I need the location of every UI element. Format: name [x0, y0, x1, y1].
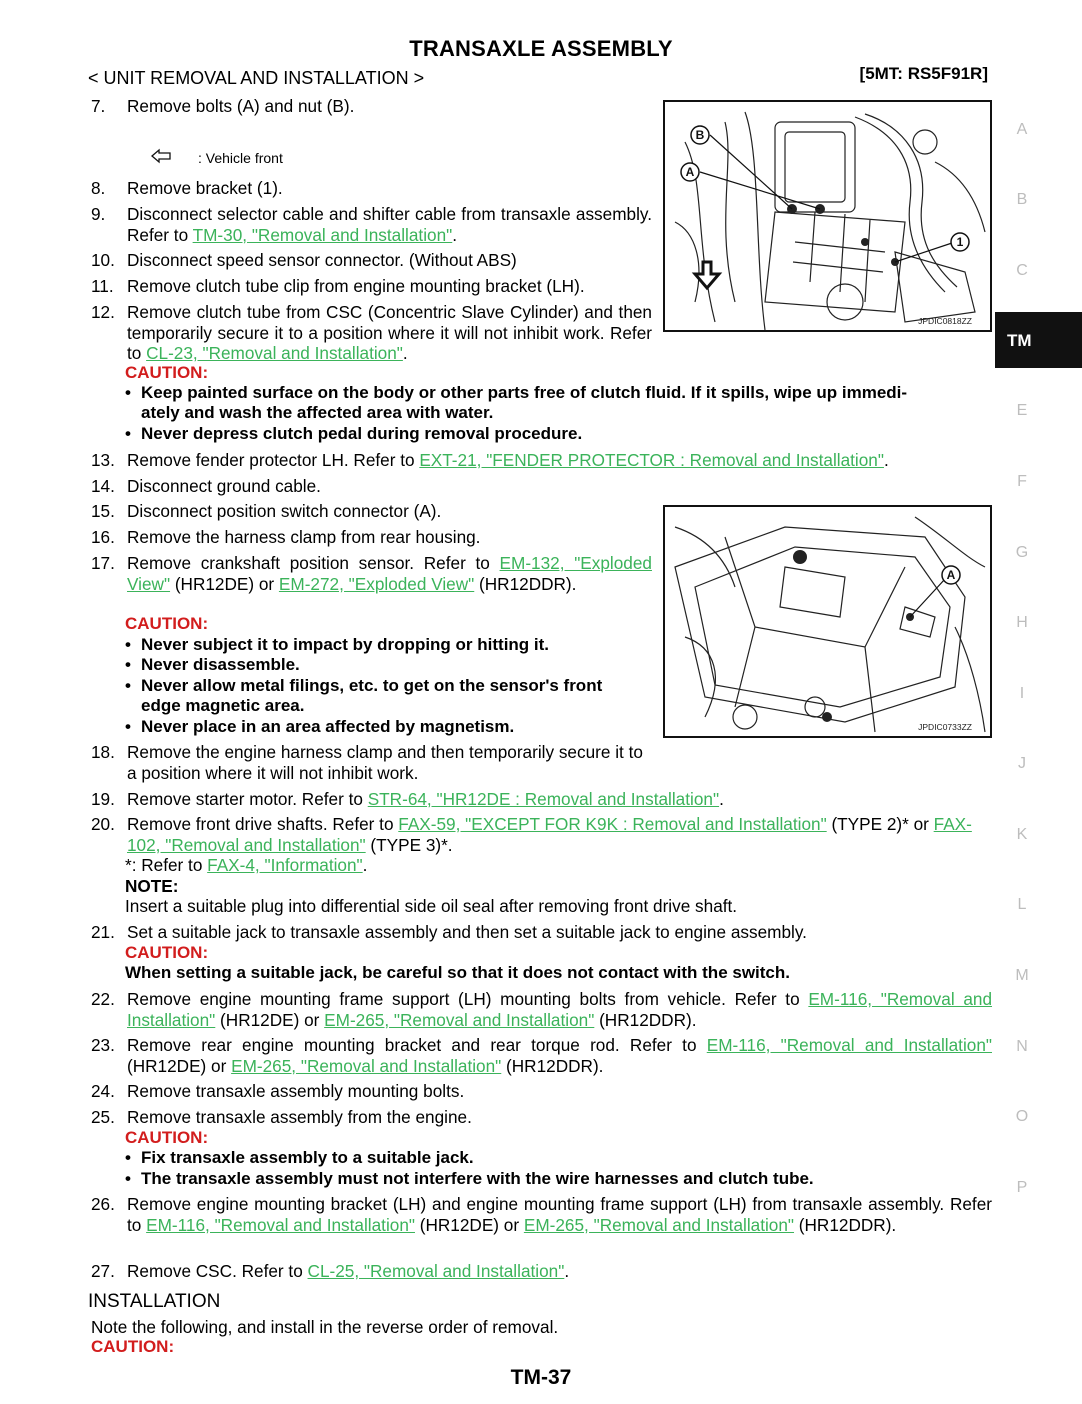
caution-label: CAUTION:	[125, 614, 209, 633]
callout-1: 1	[956, 235, 964, 249]
step-text: Remove the harness clamp from rear housing.	[127, 527, 481, 547]
sidebar-letter-b[interactable]: B	[1016, 191, 1028, 208]
page-title: TRANSAXLE ASSEMBLY	[409, 36, 673, 61]
caution-label: CAUTION:	[125, 943, 209, 962]
caution-label: CAUTION:	[125, 1128, 209, 1147]
figure-position-switch	[663, 505, 992, 738]
cross-reference-link[interactable]: TM-30, "Removal and Installation"	[192, 224, 453, 245]
sidebar-letter-i[interactable]: I	[1019, 685, 1025, 702]
sidebar-letter-p[interactable]: P	[1016, 1179, 1028, 1196]
cross-reference-link[interactable]: EM-116, "Removal and Installation"	[146, 1214, 415, 1235]
cross-reference-link[interactable]: CL-23, "Removal and Installation"	[146, 343, 403, 364]
cross-reference-link[interactable]: EM-265, "Removal and Installation"	[231, 1055, 502, 1076]
callout-b: B	[695, 128, 705, 142]
step-number: 17.	[91, 553, 115, 573]
step-number: 27.	[91, 1261, 115, 1281]
step-text: Disconnect ground cable.	[127, 476, 321, 496]
step-number: 18.	[91, 742, 115, 762]
step-text: Remove clutch tube from CSC (Concentric Slave Cylinder) and then temporarily secure it to a position where it will not inhibit work. Refer to CL-23, "Removal and Installation".	[127, 302, 652, 364]
step-number: 12.	[91, 302, 115, 322]
cross-reference-link[interactable]: STR-64, "HR12DE : Removal and Installation"	[367, 789, 720, 809]
step-text: Disconnect position switch connector (A).	[127, 501, 442, 521]
model-code: [5MT: RS5F91R]	[859, 64, 988, 83]
sidebar-letter-f[interactable]: F	[1017, 473, 1027, 490]
cross-reference-link[interactable]: EM-116, "Removal and Installation"	[127, 989, 993, 1030]
cross-reference-link[interactable]: EM-265, "Removal and Installation"	[523, 1214, 795, 1235]
footnote: *: Refer to FAX-4, "Information".	[125, 855, 368, 875]
step-text: Set a suitable jack to transaxle assembly and then set a suitable jack to engine assembly.	[127, 922, 807, 942]
step-text: Remove clutch tube clip from engine mounting bracket (LH).	[127, 276, 585, 296]
step-text: Remove the engine harness clamp and then temporarily secure it to a position where it will not inhibit work.	[127, 742, 643, 783]
sidebar-letter-m[interactable]: M	[1015, 967, 1029, 984]
note-text: Insert a suitable plug into differential side oil seal after removing front drive shaft.	[125, 896, 738, 916]
cross-reference-link[interactable]: EXT-21, "FENDER PROTECTOR : Removal and Installation"	[419, 450, 884, 470]
figure-code: JPDIC0733ZZ	[918, 722, 972, 732]
caution-label: CAUTION:	[125, 363, 209, 382]
step-number: 9.	[91, 204, 106, 224]
step-text: Remove fender protector LH. Refer to EXT-21, "FENDER PROTECTOR : Removal and Installation".	[127, 450, 889, 470]
step-text: Remove rear engine mounting bracket and rear torque rod. Refer to EM-116, "Removal and Installation" (HR12DE) or EM-265, "Removal and Installation" (HR12DDR).	[127, 1035, 992, 1076]
sidebar-letter-o[interactable]: O	[1015, 1108, 1029, 1125]
caution-label: CAUTION:	[91, 1337, 175, 1356]
sidebar-letter-g[interactable]: G	[1015, 544, 1029, 561]
sidebar-tab-tm[interactable]: TM	[995, 312, 1082, 368]
vehicle-front-arrow-icon	[150, 148, 172, 164]
step-number: 26.	[91, 1194, 115, 1214]
section-breadcrumb: < UNIT REMOVAL AND INSTALLATION >	[88, 68, 425, 88]
sidebar-letter-n[interactable]: N	[1016, 1038, 1028, 1055]
step-text: Remove CSC. Refer to CL-25, "Removal and Installation".	[127, 1261, 570, 1281]
step-text: Disconnect speed sensor connector. (Without ABS)	[127, 250, 517, 270]
caution-text: When setting a suitable jack, be careful so that it does not contact with the switch.	[125, 963, 790, 982]
step-number: 15.	[91, 501, 115, 521]
step-text: Remove front drive shafts. Refer to FAX-59, "EXCEPT FOR K9K : Removal and Installation" (TYPE 2)* or FAX-102, "Removal and Installation" (TYPE 3)*.	[127, 814, 972, 855]
callout-a: A	[946, 568, 956, 582]
step-number: 23.	[91, 1035, 115, 1055]
installation-text: Note the following, and install in the reverse order of removal.	[91, 1317, 559, 1337]
cross-reference-link[interactable]: EM-265, "Removal and Installation"	[324, 1009, 595, 1030]
step-text: Remove transaxle assembly mounting bolts.	[127, 1081, 465, 1101]
step-number: 11.	[91, 276, 114, 296]
cross-reference-link[interactable]: EM-272, "Exploded View"	[278, 573, 475, 594]
step-number: 7.	[91, 96, 106, 116]
step-number: 14.	[91, 476, 115, 496]
cross-reference-link[interactable]: EM-132, "Exploded View"	[127, 553, 652, 594]
step-number: 10.	[91, 250, 115, 270]
sidebar-letter-l[interactable]: L	[1017, 896, 1027, 913]
cross-reference-link[interactable]: EM-116, "Removal and Installation"	[706, 1035, 992, 1055]
cross-reference-link[interactable]: CL-25, "Removal and Installation"	[307, 1261, 565, 1281]
step-number: 16.	[91, 527, 115, 547]
step-text: Remove transaxle assembly from the engine.	[127, 1107, 472, 1127]
sidebar-letter-c[interactable]: C	[1016, 262, 1028, 279]
step-number: 8.	[91, 178, 106, 198]
step-number: 13.	[91, 450, 115, 470]
callout-a: A	[685, 165, 695, 179]
cross-reference-link[interactable]: FAX-59, "EXCEPT FOR K9K : Removal and Installation"	[398, 814, 827, 834]
sidebar-letter-j[interactable]: J	[1018, 755, 1026, 772]
step-number: 20.	[91, 814, 115, 834]
manual-page: TRANSAXLE ASSEMBLY < UNIT REMOVAL AND INSTALLATION > [5MT: RS5F91R] A B C TM E F G H I J K L M N O P B A 1 JPDIC0818ZZ A JPDIC0733ZZ 7. Remove bolts (A) and nut (B). : Vehicle front 8. Remove bracket (1). 9. Disconnect selector cable and shifter cable from transaxle assembly. Refer to TM-30, "Removal and Installation". 10. Disconnect speed sensor connector. (Without ABS) 11. Remove clutch tube clip from engine mounting bracket (LH). 12. Remove clutch tube from CSC (Concentric Slave Cylinder) and then temporarily secure it to a position where it will not inhibit work. Refer to CL-23, "Removal and Installation". CAUTION: • Keep painted surface on the body or other parts free of clutch fluid. If it spills, wipe up immedi- ately and wash the affected area with water. • Never depress clutch pedal during removal procedure. 13. Remove fender protector LH. Refer to EXT-21, "FENDER PROTECTOR : Removal and Installation". 14. Disconnect ground cable. 15. Disconnect position switch connector (A). 16. Remove the harness clamp from rear housing. 17. Remove crankshaft position sensor. Refer to EM-132, "Exploded View" (HR12DE) or EM-272, "Exploded View" (HR12DDR). CAUTION: • Never subject it to impact by dropping or hitting it. • Never disassemble. • Never allow metal filings, etc. to get on the sensor's front edge magnetic area. • Never place in an area affected by magnetism. 18. Remove the engine harness clamp and then temporarily secure it to a position where it will not inhibit work. 19. Remove starter motor. Refer to STR-64, "HR12DE : Removal and Installation". 20. Remove front drive shafts. Refer to FAX-59, "EXCEPT FOR K9K : Removal and Installation" (TYPE 2)* or FAX-102, "Removal and Installation" (TYPE 3)*. *: Refer to FAX-4, "Information". NOTE: Insert a suitable plug into differential side oil seal after removing front drive shaft. 21. Set a suitable jack to transaxle assembly and then set a suitable jack to engine assembly. CAUTION: When setting a suitable jack, be careful so that it does not contact with the switch. 22. Remove engine mounting frame support (LH) mounting bolts from vehicle. Refer to EM-116, "Removal and Installation" (HR12DE) or EM-265, "Removal and Installation" (HR12DDR). 23. Remove rear engine mounting bracket and rear torque rod. Refer to EM-116, "Removal and Installation" (HR12DE) or EM-265, "Removal and Installation" (HR12DDR). 24. Remove transaxle assembly mounting bolts. 25. Remove transaxle assembly from the engine. CAUTION: • Fix transaxle assembly to a suitable jack. • The transaxle assembly must not interfere with the wire harnesses and clutch tube. 26. Remove engine mounting bracket (LH) and engine mounting frame support (LH) from transaxle assembly. Refer to EM-116, "Removal and Installation" (HR12DE) or EM-265, "Removal and Installation" (HR12DDR). 27. Remove CSC. Refer to CL-25, "Removal and Installation". INSTALLATION Note the following, and install in the reverse order of removal. CAUTION: TM-37	[0, 0, 1082, 1404]
cross-reference-link[interactable]: FAX-4, "Information"	[207, 855, 363, 875]
engine-bay-illustration	[665, 102, 992, 332]
step-text: Remove crankshaft position sensor. Refer to EM-132, "Exploded View" (HR12DE) or EM-272, "Exploded View" (HR12DDR).	[127, 553, 652, 594]
sidebar-letter-h[interactable]: H	[1016, 614, 1028, 631]
step-text: Remove engine mounting frame support (LH) mounting bolts from vehicle. Refer to EM-116, "Removal and Installation" (HR12DE) or EM-265, "Removal and Installation" (HR12DDR).	[127, 989, 993, 1030]
step-text: Remove bolts (A) and nut (B).	[127, 96, 355, 116]
sidebar-letter-a[interactable]: A	[1016, 121, 1028, 138]
transaxle-illustration	[665, 507, 992, 738]
page-number: TM-37	[510, 1366, 572, 1389]
cross-reference-link[interactable]: FAX-102, "Removal and Installation"	[127, 814, 972, 855]
sidebar-letter-k[interactable]: K	[1016, 826, 1028, 843]
step-text: Remove bracket (1).	[127, 178, 283, 198]
step-number: 22.	[91, 989, 115, 1009]
step-number: 21.	[91, 922, 115, 942]
sidebar-letter-e[interactable]: E	[1016, 402, 1028, 419]
step-number: 19.	[91, 789, 115, 809]
note-label: NOTE:	[125, 876, 179, 896]
legend-label: : Vehicle front	[198, 150, 283, 166]
figure-bracket-removal	[663, 100, 992, 332]
figure-code: JPDIC0818ZZ	[918, 316, 972, 326]
step-text: Remove engine mounting bracket (LH) and engine mounting frame support (LH) from transaxle assembly. Refer to EM-116, "Removal and Installation" (HR12DE) or EM-265, "Removal and Installation" (HR12DDR).	[127, 1194, 992, 1235]
installation-heading: INSTALLATION	[88, 1291, 221, 1312]
step-number: 25.	[91, 1107, 115, 1127]
step-text: Remove starter motor. Refer to STR-64, "HR12DE : Removal and Installation".	[127, 789, 724, 809]
step-text: Disconnect selector cable and shifter cable from transaxle assembly. Refer to TM-30, "Removal and Installation".	[127, 204, 652, 245]
step-number: 24.	[91, 1081, 115, 1101]
